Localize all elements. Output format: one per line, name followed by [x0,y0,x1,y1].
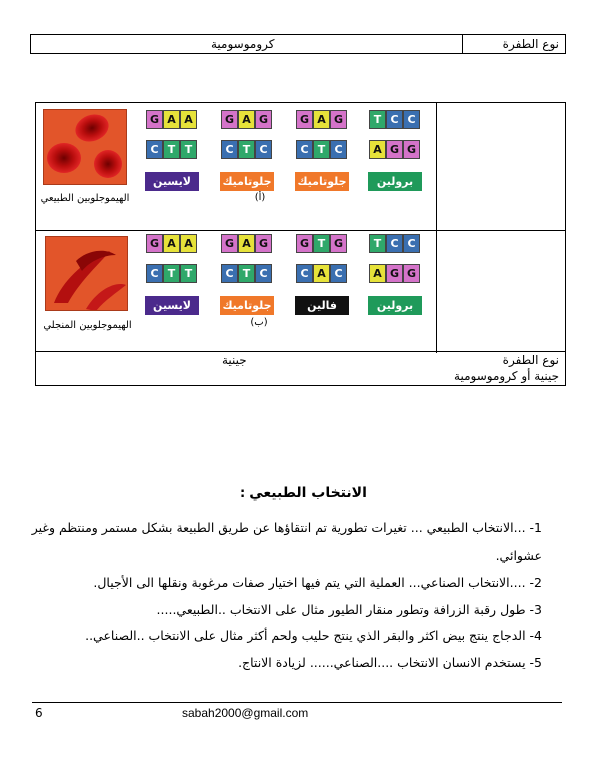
header-label: نوع الطفرة [502,37,559,51]
codon-mrna [146,110,197,129]
header-value: كروموسومية [211,37,275,51]
base-c: C [330,264,347,283]
base-g: G [403,264,420,283]
base-g: G [330,110,347,129]
codon-mrna [146,234,197,253]
base-t: T [163,140,180,159]
section-title [240,485,367,501]
amino-acid-label: لايسين [145,172,199,191]
footer-row-answer: جينية [222,353,247,367]
table-hline-1 [36,230,565,231]
codon-trna [296,264,347,283]
base-c: C [330,140,347,159]
base-a: A [238,234,255,253]
table-hline-2 [36,351,565,352]
base-c: C [221,140,238,159]
codon-trna [369,264,420,283]
sickle-cells-illustration [46,237,128,311]
base-t: T [369,110,386,129]
base-g: G [386,264,403,283]
row-a-letter: (أ) [254,192,266,203]
list-item-1: 1- ...الانتخاب الطبيعي ... تغيرات تطورية تم انتقاؤها عن طريق الطبيعة بشكل مستمر ومنتظم وغير [31,520,542,535]
base-c: C [296,140,313,159]
base-c: C [255,140,272,159]
base-t: T [180,140,197,159]
base-t: T [238,264,255,283]
base-t: T [180,264,197,283]
list-item-1-cont: عشوائي. [495,548,542,563]
base-c: C [146,140,163,159]
base-a: A [180,110,197,129]
base-a: A [313,110,330,129]
amino-acid-label: برولين [368,296,422,315]
base-g: G [221,110,238,129]
codon-mrna [296,110,347,129]
normal-hemoglobin-caption: الهيموجلوبين الطبيعي [40,193,130,204]
sickle-rbc-image [45,236,128,311]
codon-trna [296,140,347,159]
base-t: T [163,264,180,283]
base-t: T [313,140,330,159]
base-a: A [369,264,386,283]
base-a: A [313,264,330,283]
section-title-text: الانتخاب الطبيعي [249,485,367,501]
base-t: T [369,234,386,253]
base-c: C [403,234,420,253]
footer-email: sabah2000@gmail.com [182,706,309,720]
base-g: G [146,234,163,253]
codon-mrna [369,110,420,129]
codon-trna [221,264,272,283]
base-c: C [146,264,163,283]
base-a: A [180,234,197,253]
amino-acid-label: لايسين [145,296,199,315]
amino-acid-label: برولين [368,172,422,191]
base-a: A [369,140,386,159]
list-item-3: 3- طول رقبة الزرافة وتطور منقار الطيور مثال على الانتخاب ..الطبيعي..... [156,602,542,617]
codon-mrna [221,110,272,129]
base-g: G [403,140,420,159]
base-c: C [221,264,238,283]
list-item-2: 2- ....الانتخاب الصناعي... العملية التي يتم فيها اختيار صفات مرغوبة ونقلها الى الأجيال. [93,575,542,590]
codon-mrna [296,234,347,253]
base-a: A [238,110,255,129]
amino-acid-label: جلوتاميك [295,172,349,191]
footer-row-label: نوع الطفرة [502,353,559,367]
base-g: G [296,110,313,129]
page-number: 6 [35,706,43,720]
base-c: C [296,264,313,283]
codon-trna [369,140,420,159]
base-c: C [255,264,272,283]
codon-trna [146,140,197,159]
base-g: G [146,110,163,129]
base-c: C [386,110,403,129]
base-t: T [313,234,330,253]
codon-trna [221,140,272,159]
amino-acid-label: جلوتاميك [220,172,274,191]
codon-mrna [369,234,420,253]
row-b-letter: (ب) [250,317,268,328]
base-g: G [386,140,403,159]
base-c: C [403,110,420,129]
base-a: A [163,110,180,129]
base-g: G [296,234,313,253]
section-colon: : [240,486,246,501]
header-divider [462,35,463,53]
list-item-4: 4- الدجاج ينتج بيض اكثر والبقر الذي ينتج حليب ولحم أكثر مثال على الانتخاب ..الصناعي.. [85,628,542,643]
red-blood-cells-illustration [44,110,127,185]
base-t: T [238,140,255,159]
amino-acid-label: جلوتاميك [220,296,274,315]
codon-trna [146,264,197,283]
list-item-5: 5- يستخدم الانسان الانتخاب ....الصناعي...... لزيادة الانتاج. [238,655,542,670]
base-g: G [255,110,272,129]
footer-row-options: جينية أو كروموسومية [454,369,559,383]
normal-rbc-image [43,109,127,185]
base-c: C [386,234,403,253]
header-table [30,34,566,54]
amino-acid-label: فالين [295,296,349,315]
sickle-hemoglobin-caption: الهيموجلوبين المنجلي [43,320,132,331]
base-a: A [163,234,180,253]
base-g: G [255,234,272,253]
codon-mrna [221,234,272,253]
base-g: G [221,234,238,253]
base-g: G [330,234,347,253]
table-vline [436,103,437,353]
footer-rule [32,702,562,703]
